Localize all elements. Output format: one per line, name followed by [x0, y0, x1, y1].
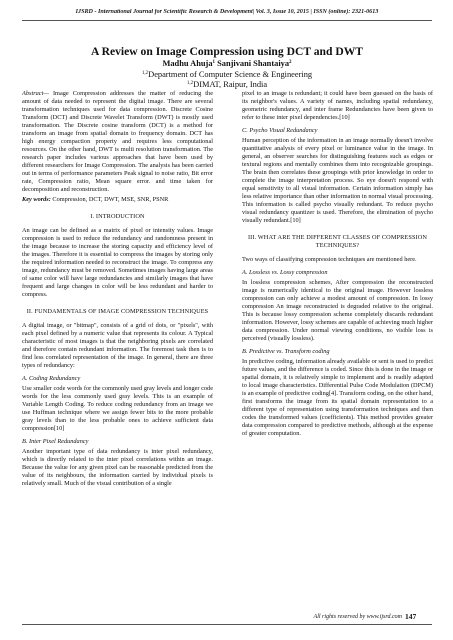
affiliation-1-text: Department of Computer Science & Engineering: [148, 70, 313, 79]
affiliation-institute: [22, 79, 432, 90]
section-classes-body: Two ways of classifying compression techniques are mentioned here.: [242, 256, 417, 263]
paper-title: A Review on Image Compression using DCT and DWT: [90, 45, 364, 58]
keywords-label: Key words:: [22, 196, 51, 203]
section-introduction-body: An image can be defined as a matrix of pixel or intensity values. Image compression is used to reduce the redundancy and randomness present in the image because to increase the storing capacity and efficiency level of the images. Therefore it is essential to compress the images by storing only the required information needed to reconstruct the image. To compress any image, redundancy must be removed. Sometimes images having large areas of same color will have large redundancies and similarly images that have frequent and large changes in color will be less redundant and harder to compress.: [22, 227, 213, 298]
keywords: [22, 196, 213, 204]
subsection-inter-pixel-body: Another important type of data redundancy is inter pixel redundancy, which is directly related to the inter pixel correlations within an image. Because the value for any given pixel can be reasonable predicted from the value of its neighbours, the information carried by individual pixels is relatively small. Much of the visual contribution of a single: [22, 448, 213, 487]
journal-header: IJSRD - International Journal for Scientific Research & Development| Vol. 3, Issue 10, 2015 | ISSN (online): 2321-0613: [75, 9, 379, 15]
author-2: Sanjivani Shantaiya: [215, 59, 290, 68]
subsection-coding-redundancy-body: Use smaller code words for the commonly used gray levels and longer code words for the less commonly used gray levels. This is an example of Variable Length Coding. To reduce coding redundancy from an image we use Huffman technique where we assign fewer bits to the more probable gray levels than to the less probable ones to achieve sufficient data compression[10]: [22, 385, 213, 432]
affiliation-1-sup: 1,2: [141, 71, 149, 76]
footer-rule: [22, 624, 432, 625]
left-column: [22, 90, 213, 488]
author-1-sup: 1: [212, 60, 216, 65]
subsection-coding-redundancy-heading: A. Coding Redundancy: [22, 375, 81, 382]
subsection-lossless-lossy-body: In lossless compression schemes, After compression the reconstructed image is numerically identical to the original image. However lossless compression can only achieve a modest amount of compression. In lossy compression An image reconstructed is degraded relative to the original. This is because lossy compression scheme completely discards redundant information. However, lossy schemes are capable of achieving much higher data compression. Under normal viewing conditions, no visible loss is perceived (visually lossless).: [242, 279, 433, 342]
footer-rights: All rights reserved by www.ijsrd.com: [313, 614, 402, 620]
abstract-label: Abstract—: [22, 90, 49, 97]
page-number: 147: [405, 612, 417, 621]
affiliation-2-sup: 1,2: [186, 81, 194, 86]
author-2-sup: 2: [289, 60, 292, 65]
subsection-predictive-transform-body: In predictive coding, information already available or sent is used to predict future values, and the difference is coded. Since this is done in the image or spatial domain, it is relatively simple to implement and is readily adapted to local image characteristics. Differential Pulse Code Modulation (DPCM) is an example of predictive coding[4]. Transform coding, on the other hand, first transforms the image from its spatial domain representation to a different type of representation using transformation techniques and then codes the transformed values (coefficients). This method provides greater data compression compared to predictive methods, although at the expense of greater computation.: [242, 358, 433, 437]
abstract-body: Image Compression addresses the matter of reducing the amount of data needed to represent the digital image. There are several transformation techniques used for data compression. Discrete Cosine Transform (DCT) and Discrete Wavelet Transform (DWT) is mostly used transformation. The Discrete cosine transform (DCT) is a method for transform an image from spatial domain to frequency domain. DCT has high energy compaction property and requires less computational resources. On the other hand, DWT is multi resolution transformation. The research paper includes various approaches that have been used by different researchers for Image Compression. The analysis has been carried out in terms of performance parameters Peak signal to noise ratio, Bit error rate, Compression ratio, Mean square error. and time taken for decomposition and reconstruction.: [22, 90, 213, 193]
section-classes-heading: III. WHAT ARE THE DIFFERENT CLASSES OF COMPRESSION TECHNIQUES?: [247, 234, 428, 249]
header-rule: [22, 20, 432, 21]
author-1: Madhu Ahuja: [162, 59, 213, 68]
author-line: [22, 59, 432, 68]
section-introduction-heading: I. INTRODUCTION: [90, 213, 145, 220]
subsection-inter-pixel-heading: B. Inter Pixel Redundancy: [22, 438, 89, 445]
subsection-psycho-visual-body: Human perception of the information in an image normally doesn't involve quantitative analysis of every pixel or luminance value in the image. In general, an observer searches for distinguishing features such as edges or textural regions and mentally combines them into recognizable groupings. The brain then correlates these groupings with prior knowledge in order to complete the image interpretation process. So eye doesn't respond with equal sensitivity to all visual information. Certain information simply has less relative importance than other information in normal visual processing. This information is called psycho visually redundant. To reduce psycho visual redundancy quantizer is used. Therefore, the elimination of psycho visually redundant.[10]: [242, 137, 433, 224]
keywords-body: Compression, DCT, DWT, MSE, SNR, PSNR: [50, 196, 169, 203]
subsection-psycho-visual-heading: C. Psycho Visual Redundancy: [242, 127, 318, 134]
section-fundamentals-body: A digital image, or "bitmap", consists of a grid of dots, or "pixels", with each pixel defined by a numeric value that represents its colour. A Typical characteristic of most images is that the neighboring pixels are correlated and therefore contain redundant information. The foremost task then is to find less correlated representation of the image. In general, there are three types of redundancy:: [22, 322, 213, 369]
right-column: [242, 90, 433, 438]
subsection-predictive-transform-heading: B. Predictive vs. Transform coding: [242, 348, 330, 355]
abstract: [22, 90, 213, 194]
subsection-lossless-lossy-heading: A. Lossless vs. Lossy compression: [242, 269, 328, 276]
affiliation-2-text: DIMAT, Raipur, India: [193, 80, 268, 89]
section-fundamentals-heading: II. FUNDAMENTALS OF IMAGE COMPRESSION TECHNIQUES: [26, 308, 209, 315]
inter-pixel-continued: pixel to an image is redundant; it could have been guessed on the basis of its neighbor's values. A variety of names, including spatial redundancy, geometric redundancy, and inter frame Redundancies have been given to refer to these inter pixel dependencies.[10]: [242, 90, 433, 121]
